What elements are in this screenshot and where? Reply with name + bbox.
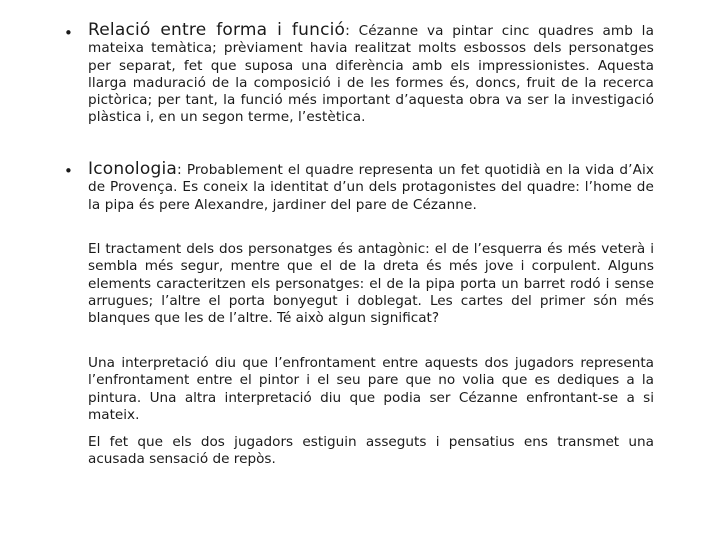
bullet-text [88, 161, 654, 214]
bullet-colon: : [177, 162, 182, 178]
paragraph-repose: El fet que els dos jugadors estiguin asseguts i pensatius ens transmet una acusada sensació de repòs. [88, 434, 654, 468]
bullet-body: Cézanne va pintar cinc quadres amb la mateixa temàtica; prèviament havia realitzat molts esbossos dels personatges per separat, fet que suposa una diferència amb els impressionistes. Aquesta llarga maduració de la composició i de les formes és, doncs, fruit de la recerca pictòrica; per tant, la funció més important d’aquesta obra va ser la investigació plàstica i, en un segon terme, l’estètica. [88, 23, 654, 126]
paragraph-interpretation: Una interpretació diu que l’enfrontament entre aquests dos jugadors representa l’enfrontament entre el pintor i el seu pare que no volia que es dediques a la pintura. Una altra interpretació diu que podia ser Cézanne enfrontant-se a si mateix. [88, 355, 654, 423]
bullet-term: Iconologia [88, 159, 177, 179]
bullet-dot: • [64, 162, 73, 180]
bullet-term: Relació entre forma i funció [88, 20, 346, 40]
bullet-colon: : [345, 23, 350, 39]
bullet-body: Probablement el quadre representa un fet quotidià en la vida d’Aix de Provença. Es coneix la identitat d’un dels protagonistes del quadre: l’home de la pipa és pere Alexandre, jardiner del pare de Cézanne. [88, 162, 654, 213]
bullet-dot: • [64, 24, 73, 42]
bullet-text [88, 22, 654, 127]
paragraph-treatment: El tractament dels dos personatges és antagònic: el de l’esquerra és més veterà i sembla més segur, mentre que el de la dreta és més jove i corpulent. Alguns elements caracteritzen els personatges: el de la pipa porta un barret rodó i sense arrugues; l’altre el porta bonyegut i doblegat. Les cartes del primer són més blanques que les de l’altre. Té això algun significat? [88, 241, 654, 327]
